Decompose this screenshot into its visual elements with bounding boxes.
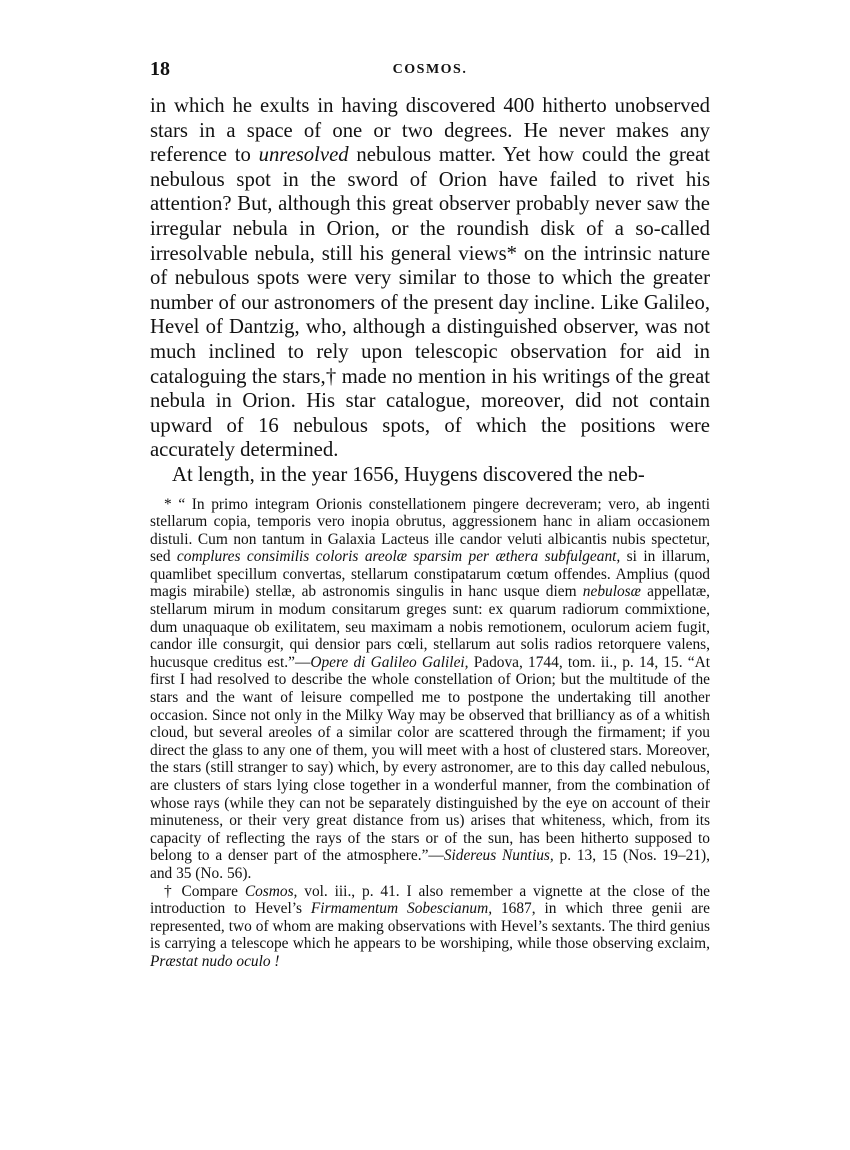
footnote-text-run: 1687, in which three genii are represented, two of whom are making observations with Hevel’s sextants. The third genius is carrying a telescope which he appears to be worshiping, while those observing exclaim, xyxy=(150,900,714,953)
footnote-text-run-italic: complures consimilis coloris areolæ sparsim per æthera subfulgeant, xyxy=(176,548,621,566)
footnote-galileo xyxy=(150,495,714,883)
footnote-text-run: Padova, 1744, tom. ii., p. 14, 15. “At first I had resolved to describe the whole constellation of Orion; but the multitude of the stars and the want of leisure compelled me to postpone the undertaking till another occasion. Since not only in the Milky Way may be observed that brilliancy as of a whitish cloud, but several areoles of a similar color are scattered through the firmament; if you direct the glass to any one of them, you will meet with a host of clustered stars. Moreover, the stars (still stranger to say) which, by every astronomer, are to this day called nebulous, are clusters of stars lying close together in a wonderful manner, from the combination of whose rays (while they can not be separately distinguished by the eye on account of their minuteness, or their very great distance from us) arises that whiteness, which, from its capacity of reflecting the rays of the stars or of the sun, has been hitherto supposed to belong to a denser part of the atmosphere.”— xyxy=(150,653,714,865)
footnote-text-run-italic: Opere di Galileo Galilei, xyxy=(310,653,469,671)
footnote-text-run-italic: Cosmos, xyxy=(244,882,298,900)
body-text-run-italic: unresolved xyxy=(258,144,349,167)
footnotes xyxy=(150,495,714,971)
body-text xyxy=(150,94,716,488)
body-paragraph xyxy=(150,463,710,488)
footnote-hevel xyxy=(150,882,714,971)
running-head: COSMOS. xyxy=(392,62,468,77)
page-number: 18 xyxy=(150,58,170,80)
footnote-text-run-italic: Præstat nudo oculo ! xyxy=(150,952,280,970)
page-header xyxy=(150,58,710,94)
footnote-text-run: * “ In primo integram Orionis constellationem pingere decreveram; vero, ab ingenti stellarum copia, temporis vero inopia obrutus, aggressionem hanc in aliam occasionem distuli. Cum non tantum in Galaxia Lacteus ille candor veluti albicantis nubis spectetur, sed xyxy=(150,495,714,566)
body-text-run: At length, in the year 1656, Huygens discovered the neb- xyxy=(172,463,645,486)
footnote-text-run: appellatæ, stellarum mirum in modum consitarum greges sunt: ex quarum radiorum commixtione, dum unaquaque ob exilitatem, seu maximam a nobis remotionem, oculorum aciem fugit, candor ille consurgit, qui densior pars cœli, stellarum aut solis radios retorquere valens, hucusque creditus est.”— xyxy=(150,583,714,671)
footnote-text-run-italic: Firmamentum Sobescianum, xyxy=(310,900,493,918)
footnote-text-run: p. 13, 15 (Nos. 19–21), and 35 (No. 56). xyxy=(150,847,714,882)
footnote-text-run-italic: Sidereus Nuntius, xyxy=(443,847,554,865)
book-page xyxy=(150,58,716,971)
footnote-text-run: vol. iii., p. 41. I also remember a vignette at the close of the introduction to Hevel’s xyxy=(150,882,714,918)
footnote-text-run: † Compare xyxy=(164,882,245,900)
body-text-run: nebulous matter. Yet how could the great nebulous spot in the sword of Orion have failed to rivet his attention? But, although this great observer probably never saw the irregular nebula in Orion, or the roundish disk of a so-called irresolvable nebula, still his general views* on the intrinsic nature of nebulous spots were very similar to those to which the greater number of our astronomers of the present day incline. Like Galileo, Hevel of Dantzig, who, although a distinguished observer, was not much inclined to rely upon telescopic observation for aid in cataloguing the stars,† made no mention in his writings of the great nebula in Orion. His star catalogue, moreover, did not contain upward of 16 nebulous spots, of which the positions were accurately determined. xyxy=(150,144,716,462)
footnote-text-run-italic: nebulosæ xyxy=(582,583,641,601)
footnote-text-run: si in illarum, quamlibet specillum convertas, stellarum constipatarum cœtum offendes. Amplius (quod magis mirabile) stellæ, ab astronomis singulis in hanc usque diem xyxy=(150,548,714,601)
body-paragraph xyxy=(150,94,716,463)
body-text-run: in which he exults in having discovered 400 hitherto unobserved stars in a space of one or two degrees. He never makes any reference to xyxy=(150,95,716,167)
